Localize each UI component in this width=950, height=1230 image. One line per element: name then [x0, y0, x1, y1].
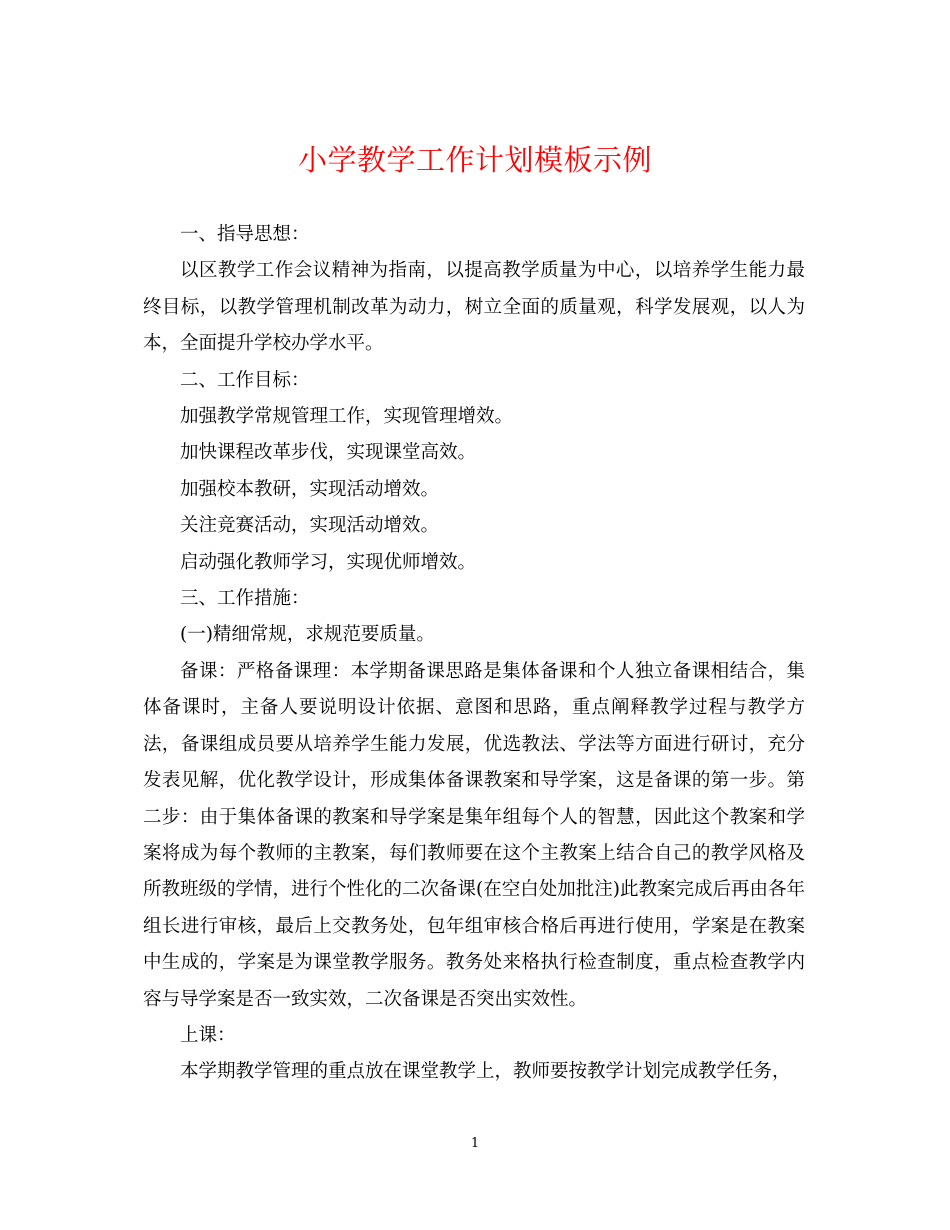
goal-item: 加强校本教研，实现活动增效。 — [180, 478, 440, 500]
paragraph-guiding-ideology: 以区教学工作会议精神为指南，以提高教学质量为中心，以培养学生能力最终目标，以教学管理机制改革为动力，树立全面的质量观，科学发展观，以人为本，全面提升学校办学水平。 — [143, 260, 805, 355]
page-number: 1 — [470, 1136, 480, 1151]
paragraph-lesson-preparation: 备课：严格备课理：本学期备课思路是集体备课和个人独立备课相结合，集体备课时，主备人要说明设计依据、意图和思路，重点阐释教学过程与教学方法，备课组成员要从培养学生能力发展，优选教法、学法等方面进行研讨，充分发表见解，优化教学设计，形成集体备课教案和导学案，这是备课的第一步。第二步：由于集体备课的教案和导学案是集年组每个人的智慧，因此这个教案和学案将成为每个教师的主教案，每们教师要在这个主教案上结合自己的教学风格及所教班级的学情，进行个性化的二次备课(在空白处加批注)此教案完成后再由各年组长进行审核，最后上交教务处，包年组审核合格后再进行使用，学案是在教案中生成的，学案是为课堂教学服务。教务处来格执行检查制度，重点检查教学内容与导学案是否一致实效，二次备课是否突出实效性。 — [143, 660, 805, 1010]
paragraph-class-teaching: 本学期教学管理的重点放在课堂教学上，教师要按教学计划完成教学任务， — [180, 1061, 791, 1083]
subheading-class-teaching: 上课： — [180, 1024, 236, 1046]
goal-item: 关注竞赛活动，实现活动增效。 — [180, 515, 440, 537]
goal-item: 加快课程改革步伐，实现课堂高效。 — [180, 442, 477, 464]
document-body — [143, 217, 805, 1091]
heading-guiding-ideology: 一、指导思想： — [180, 224, 310, 245]
heading-work-goals: 二、工作目标： — [180, 369, 310, 391]
document-title: 小学教学工作计划模板示例 — [297, 143, 652, 177]
goal-item: 启动强化教师学习，实现优师增效。 — [180, 551, 477, 573]
subheading-measure-one: (一)精细常规，求规范要质量。 — [180, 624, 435, 646]
heading-work-measures: 三、工作措施： — [180, 588, 310, 610]
goal-item: 加强教学常规管理工作，实现管理增效。 — [180, 406, 514, 428]
